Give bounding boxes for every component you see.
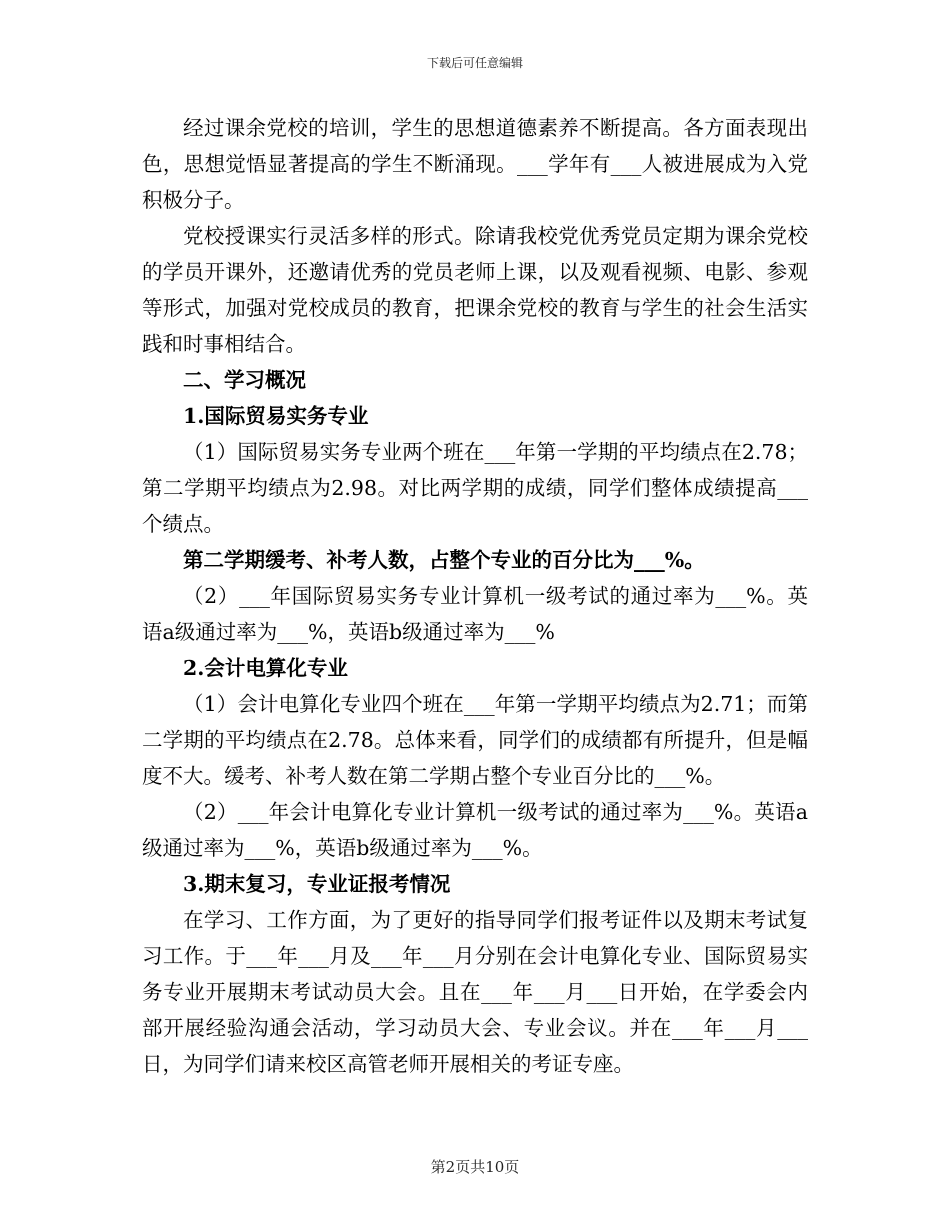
paragraph-accounting-exam-pass-rates: （2）___年会计电算化专业计算机一级考试的通过率为___%。英语a级通过率为___%，英语b级通过率为___%。: [142, 800, 808, 860]
paragraph-trade-gpa: （1）国际贸易实务专业两个班在___年第一学期的平均绩点在2.78；第二学期平均绩点为2.98。对比两学期的成绩，同学们整体成绩提高___个绩点。: [142, 440, 808, 536]
subheading-final-review: 3.期末复习，专业证报考情况: [183, 872, 451, 896]
paragraph-final-review-activities: 在学习、工作方面，为了更好的指导同学们报考证件以及期末考试复习工作。于___年___月及___年___月分别在会计电算化专业、国际贸易实务专业开展期末考试动员大会。且在___年___月___日开始，在学委会内部开展经验沟通会活动，学习动员大会、专业会议。并在___年___月___日，为同学们请来校区高管老师开展相关的考证专座。: [142, 908, 808, 1076]
paragraph-teaching-forms: 党校授课实行灵活多样的形式。除请我校党优秀党员定期为课余党校的学员开课外，还邀请优秀的党员老师上课，以及观看视频、电影、参观等形式，加强对党校成员的教育，把课余党校的教育与学生的社会生活实践和时事相结合。: [142, 224, 808, 356]
document-body: [142, 110, 808, 1082]
subheading-accounting: 2.会计电算化专业: [183, 656, 348, 680]
paragraph-party-training-results: 经过课余党校的培训，学生的思想道德素养不断提高。各方面表现出色，思想觉悟显著提高的学生不断涌现。___学年有___人被进展成为入党积极分子。: [142, 116, 808, 212]
paragraph-accounting-gpa: （1）会计电算化专业四个班在___年第一学期平均绩点为2.71；而第二学期的平均绩点在2.78。总体来看，同学们的成绩都有所提升，但是幅度不大。缓考、补考人数在第二学期占整个专业百分比的___%。: [142, 692, 808, 788]
page-footer: 第2页共10页: [430, 1158, 520, 1176]
page-header: 下载后可任意编辑: [426, 56, 523, 70]
subheading-international-trade: 1.国际贸易实务专业: [183, 404, 369, 428]
paragraph-trade-exam-pass-rates: （2）___年国际贸易实务专业计算机一级考试的通过率为___%。英语a级通过率为___%，英语b级通过率为___%: [142, 584, 808, 644]
paragraph-trade-retake-percent: 第二学期缓考、补考人数，占整个专业的百分比为___%。: [183, 548, 705, 572]
section-heading-study-overview: 二、学习概况: [183, 368, 306, 392]
